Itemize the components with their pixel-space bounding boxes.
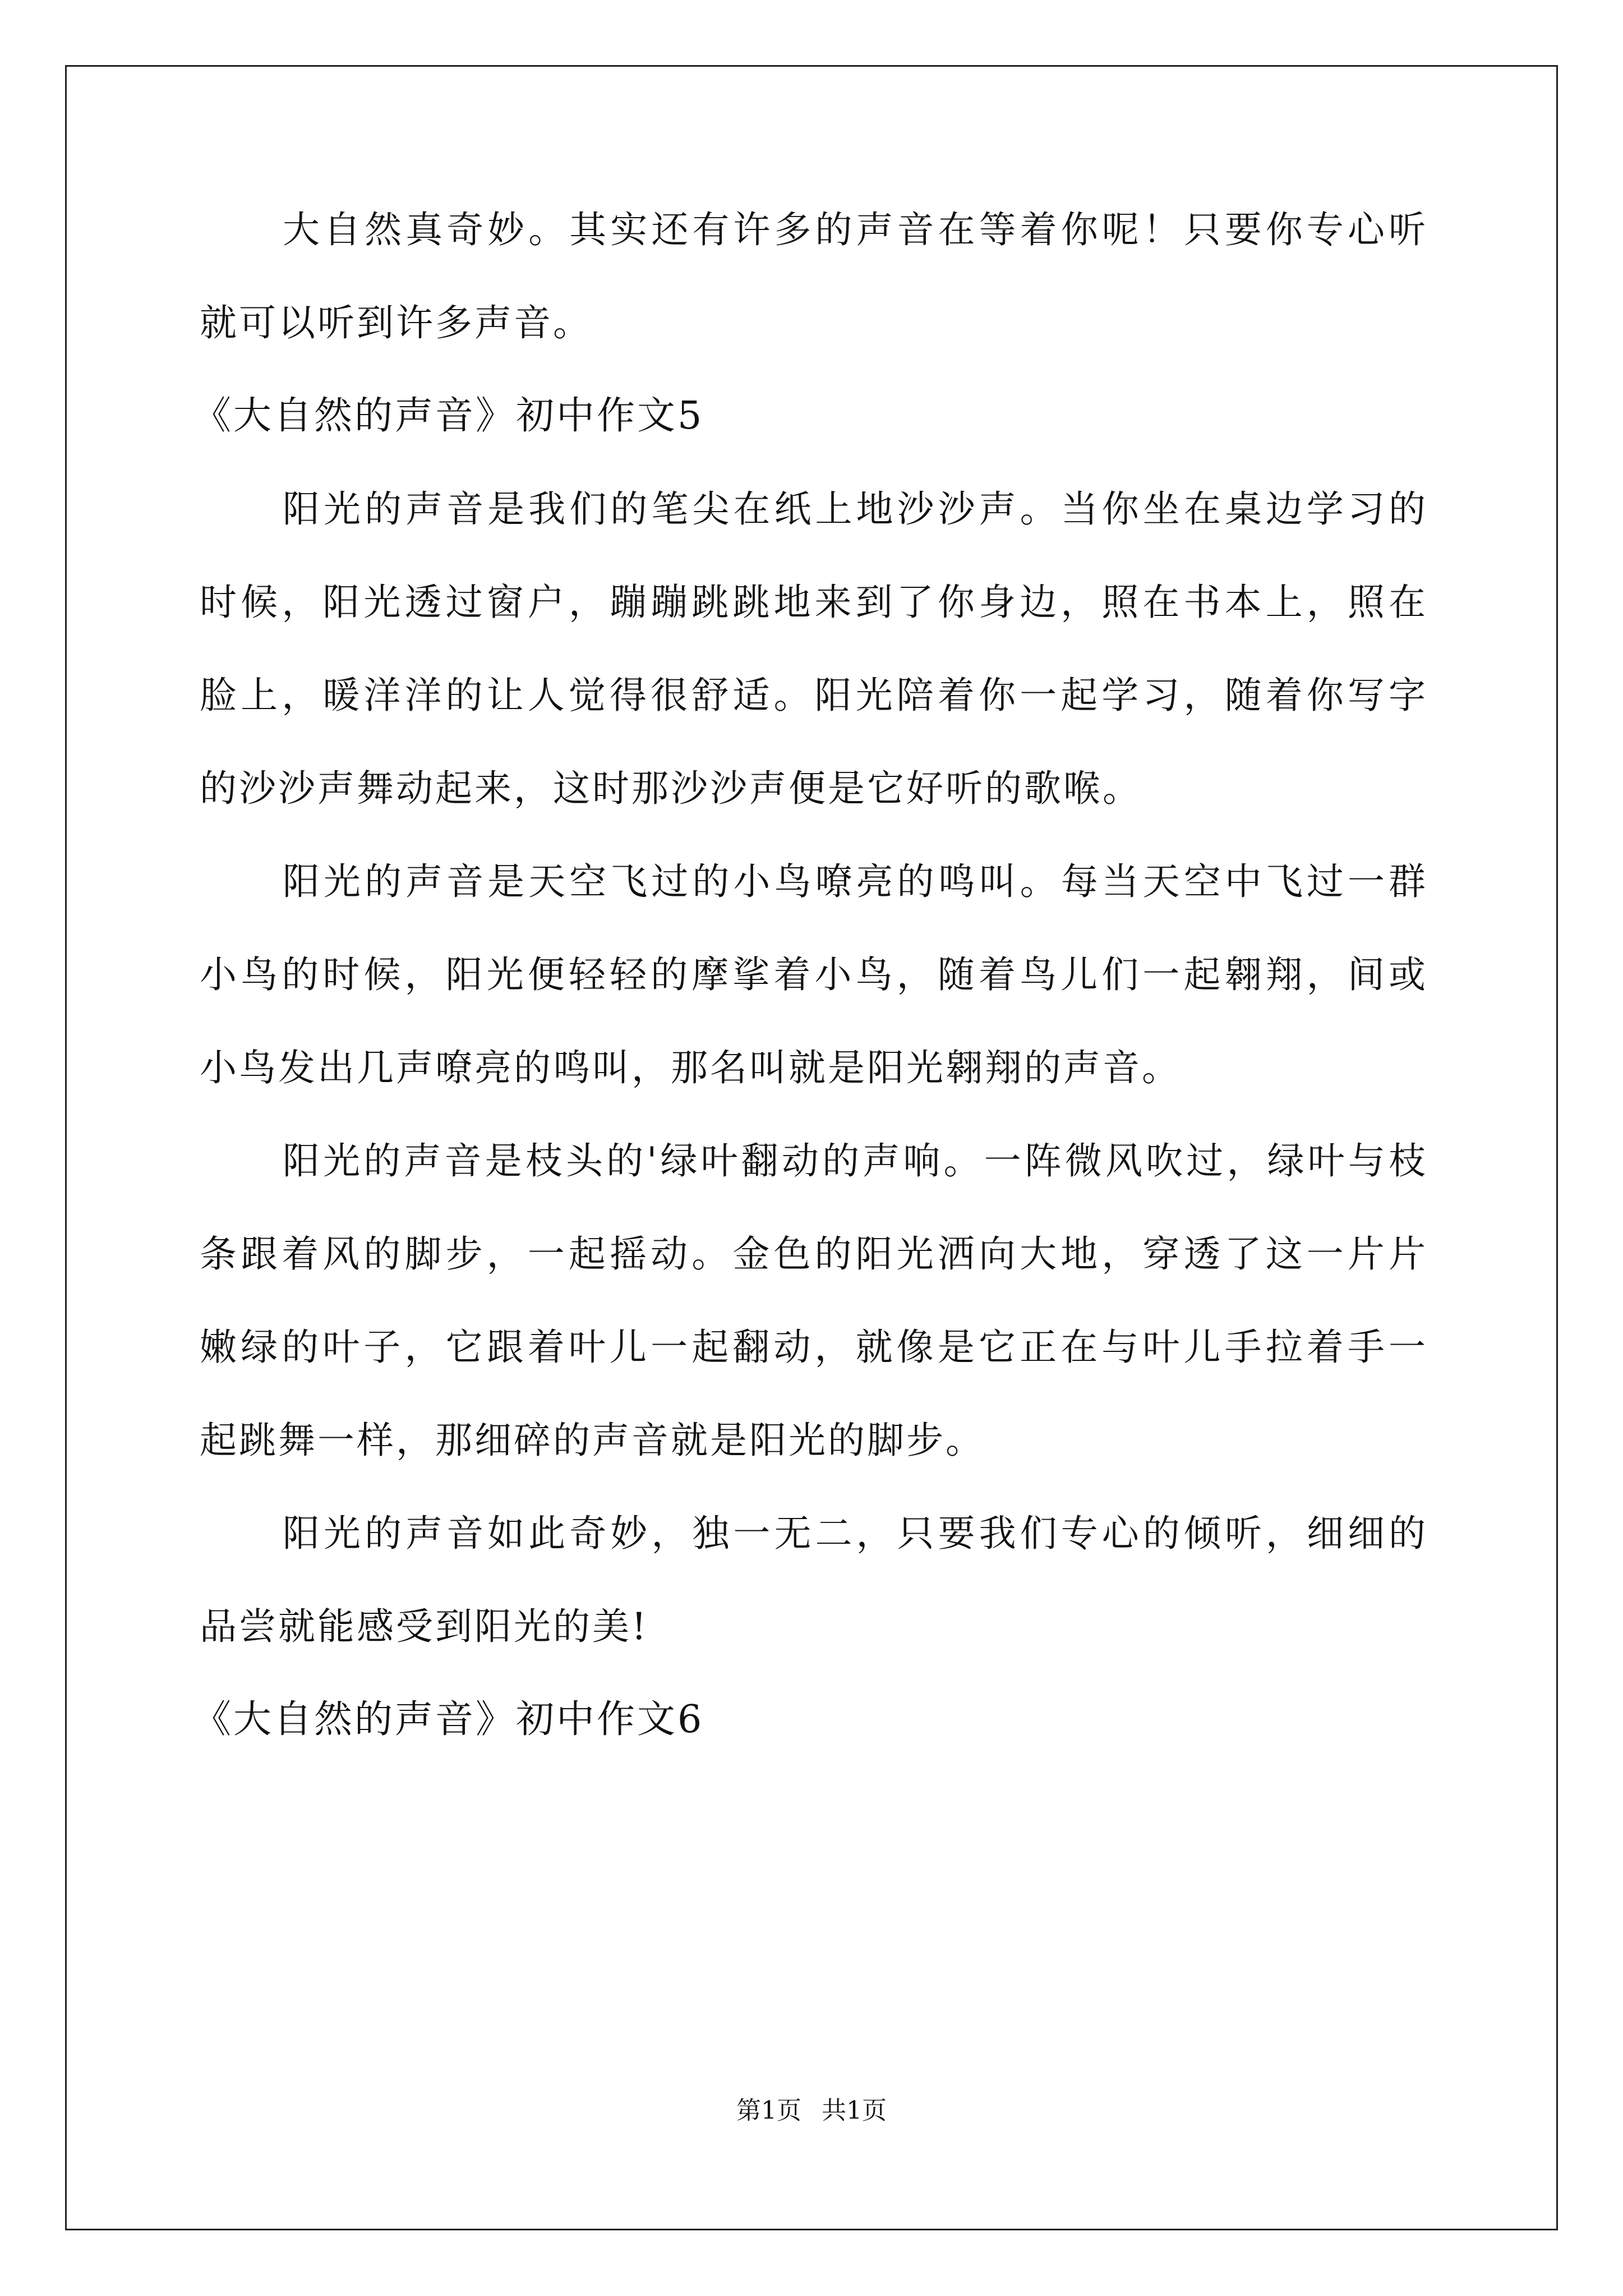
paragraph-line: 品尝就能感受到阳光的美! — [200, 1605, 649, 1648]
page-footer — [0, 2095, 1623, 2127]
paragraph-line: 时候，阳光透过窗户，蹦蹦跳跳地来到了你身边，照在书本上，照在 — [200, 581, 1428, 624]
paragraph-line: 小鸟发出几声嘹亮的鸣叫，那名叫就是阳光翱翔的声音。 — [200, 1046, 1181, 1089]
paragraph-line: 小鸟的时候，阳光便轻轻的摩挲着小鸟，随着鸟儿们一起翱翔，间或 — [200, 953, 1428, 996]
paragraph-line: 的沙沙声舞动起来，这时那沙沙声便是它好听的歌喉。 — [200, 767, 1142, 810]
paragraph-line: 就可以听到许多声音。 — [200, 301, 592, 344]
paragraph-line: 条跟着风的脚步，一起摇动。金色的阳光洒向大地，穿透了这一片片 — [200, 1232, 1428, 1276]
paragraph-line: 嫩绿的叶子，它跟着叶儿一起翻动，就像是它正在与叶儿手拉着手一 — [200, 1326, 1428, 1369]
paragraph-line: 大自然真奇妙。其实还有许多的声音在等着你呢！只要你专心听 — [283, 208, 1428, 251]
paragraph-line: 阳光的声音如此奇妙，独一无二，只要我们专心的倾听，细细的 — [283, 1512, 1428, 1555]
page-number: 第1页 — [736, 2096, 801, 2125]
paragraph-line: 阳光的声音是枝头的'绿叶翻动的声响。一阵微风吹过，绿叶与枝 — [283, 1139, 1428, 1182]
paragraph-line: 起跳舞一样，那细碎的声音就是阳光的脚步。 — [200, 1419, 985, 1462]
section-heading: 《大自然的声音》初中作文6 — [193, 1697, 704, 1742]
paragraph-line: 脸上，暖洋洋的让人觉得很舒适。阳光陪着你一起学习，随着你写字 — [200, 674, 1428, 717]
page-total: 共1页 — [822, 2096, 887, 2125]
paragraph-line: 阳光的声音是我们的笔尖在纸上地沙沙声。当你坐在桌边学习的 — [283, 487, 1428, 531]
section-heading: 《大自然的声音》初中作文5 — [193, 394, 704, 438]
paragraph-line: 阳光的声音是天空飞过的小鸟嘹亮的鸣叫。每当天空中飞过一群 — [283, 860, 1428, 903]
